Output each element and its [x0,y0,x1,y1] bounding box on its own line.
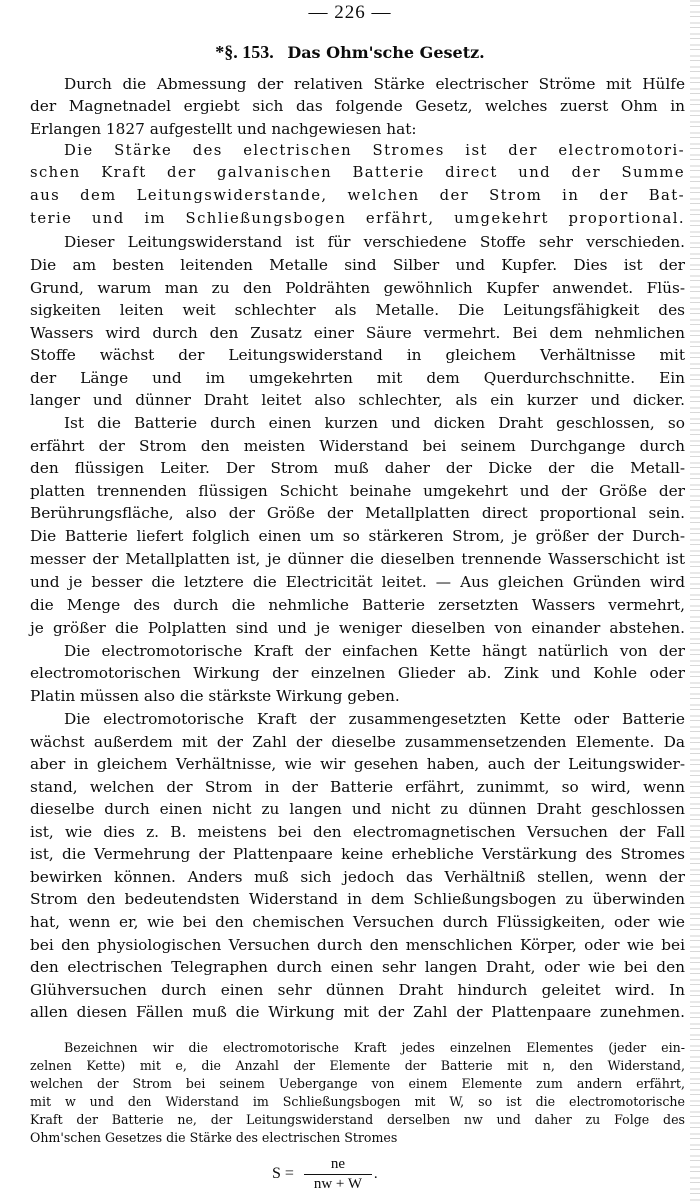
text-line: Grund, warum man zu den Poldrähten gewöhnlich Kupfer anwendet. Flüs- [30,279,685,297]
text-line: dieselbe durch einen nicht zu langen und nicht zu dünnen Draht geschlossen [30,800,685,818]
text-line: der Länge und im umgekehrten mit dem Querdurchschnitte. Ein [30,369,685,387]
section-title: Das Ohm'sche Gesetz. [287,43,485,62]
formula-period: . [373,1165,378,1182]
section-number: *§. 153. [215,42,274,62]
footnote-line: Ohm'schen Gesetzes die Stärke des electrischen Stromes [30,1130,398,1145]
text-line: platten trennenden flüssigen Schicht beinahe umgekehrt und der Größe der [30,482,685,500]
text-line: Die Stärke des electrischen Stromes ist der electromotori- [64,142,685,159]
footnote-line: Kraft der Batterie ne, der Leitungswiderstand derselben nw und daher zu Folge des [30,1112,685,1127]
text-line: Berührungsfläche, also der Größe der Metallplatten direct proportional sein. [30,504,685,522]
text-line: der Magnetnadel ergiebt sich das folgende Gesetz, welches zuerst Ohm in [30,97,685,115]
footnote-line: zelnen Kette) mit e, die Anzahl der Elemente der Batterie mit n, den Widerstand, [30,1058,685,1073]
text-line: erfährt der Strom den meisten Widerstand bei seinem Durchgange durch [30,437,685,455]
text-line: Die am besten leitenden Metalle sind Silber und Kupfer. Dies ist der [30,256,685,274]
formula-numerator: ne [330,1155,345,1172]
text-line: ist, wie dies z. B. meistens bei den electromagnetischen Versuchen der Fall [30,823,685,841]
text-line: Strom den bedeutendsten Widerstand in dem Schließungsbogen zu überwinden [30,890,685,908]
text-line: stand, welchen der Strom in der Batterie erfährt, zunimmt, so wird, wenn [30,778,685,796]
formula-denominator: nw + W [313,1175,363,1192]
text-line: schen Kraft der galvanischen Batterie direct und der Summe [30,164,685,181]
text-line: electromotorischen Wirkung der einzelnen Glieder ab. Zink und Kohle oder [30,664,685,682]
text-line: Durch die Abmessung der relativen Stärke electrischer Ströme mit Hülfe [64,75,685,93]
footnote-line: mit w und den Widerstand im Schließungsbogen mit W, so ist die electromotorische [30,1094,685,1109]
text-line: den flüssigen Leiter. Der Strom muß daher der Dicke der die Metall- [30,459,685,477]
footnote-line: welchen der Strom bei seinem Uebergange von einem Elemente zum andern erfährt, [30,1076,685,1091]
text-line: Die electromotorische Kraft der einfachen Kette hängt natürlich von der [64,642,685,660]
text-line: bei den physiologischen Versuchen durch den menschlichen Körper, oder wie bei [30,936,685,954]
formula-lhs: S = [272,1165,294,1182]
text-line: Dieser Leitungswiderstand ist für verschiedene Stoffe sehr verschieden. [64,233,685,251]
text-line: hat, wenn er, wie bei den chemischen Versuchen durch Flüssigkeiten, oder wie [30,913,685,931]
text-line: Die electromotorische Kraft der zusammengesetzten Kette oder Batterie [64,710,685,728]
text-line: aber in gleichem Verhältnisse, wie wir gesehen haben, auch der Leitungswider- [30,755,685,773]
text-line: bewirken können. Anders muß sich jedoch das Verhältniß stellen, wenn der [30,868,685,886]
text-line: Die Batterie liefert folglich einen um so stärkeren Strom, je größer der Durch- [30,527,685,545]
text-line: Ist die Batterie durch einen kurzen und dicken Draht geschlossen, so [64,414,685,432]
text-line: den electrischen Telegraphen durch einen sehr langen Draht, oder wie bei den [30,958,685,976]
text-line: messer der Metallplatten ist, je dünner die dieselben trennende Wasserschicht ist [30,550,685,568]
text-line: Platin müssen also die stärkste Wirkung geben. [30,687,400,705]
footnote-line: Bezeichnen wir die electromotorische Kraft jedes einzelnen Elementes (jeder ein- [64,1040,685,1055]
text-line: terie und im Schließungsbogen erfährt, umgekehrt proportional. [30,210,685,227]
text-line: ist, die Vermehrung der Plattenpaare keine erhebliche Verstärkung des Stromes [30,845,685,863]
text-line: Glühversuchen durch einen sehr dünnen Draht hindurch geleitet wird. In [30,981,685,999]
text-line: langer und dünner Draht leitet also schlechter, als ein kurzer und dicker. [30,391,685,409]
text-line: allen diesen Fällen muß die Wirkung mit der Zahl der Plattenpaare zunehmen. [30,1003,685,1021]
ohm-formula [272,1146,378,1202]
page-number: — 226 — [308,2,392,23]
page-edge-scan-artifact [690,0,700,1203]
text-line: wächst außerdem mit der Zahl der dieselbe zusammensetzenden Elemente. Da [30,733,685,751]
text-line: die Menge des durch die nehmliche Batterie zersetzten Wassers vermehrt, [30,596,685,614]
text-line: sigkeiten leiten weit schlechter als Metalle. Die Leitungsfähigkeit des [30,301,685,319]
text-line: aus dem Leitungswiderstande, welchen der Strom in der Bat- [30,187,685,204]
text-line: Stoffe wächst der Leitungswiderstand in gleichem Verhältnisse mit [30,346,685,364]
text-line: und je besser die letztere die Electricität leitet. — Aus gleichen Gründen wird [30,573,685,591]
text-line: Erlangen 1827 aufgestellt und nachgewiesen hat: [30,120,417,138]
text-line: je größer die Polplatten sind und je weniger dieselben von einander abstehen. [30,619,685,637]
formula-fraction [304,1156,372,1193]
text-line: Wassers wird durch den Zusatz einer Säure vermehrt. Bei dem nehmlichen [30,324,685,342]
section-heading [0,42,700,63]
